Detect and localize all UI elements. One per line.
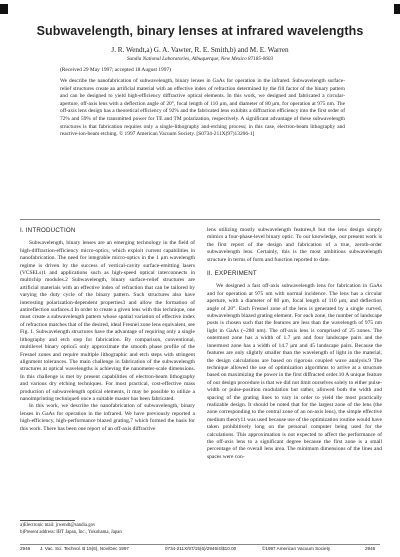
page-number-right: 2946: [365, 546, 376, 551]
section-divider: [20, 219, 380, 220]
section-heading-experiment: II. EXPERIMENT: [207, 270, 257, 278]
footnote-address: b)Present address: IBT Japan, Inc., Yokohama, Japan: [20, 530, 122, 535]
section-heading-introduction: I. INTRODUCTION: [20, 227, 76, 234]
page-top-bar: [0, 4, 400, 14]
received-date: (Received 29 May 1997; accepted 18 August 1997): [60, 67, 171, 73]
paragraph: We designed a fast off-axis subwavelength lens for fabrication in GaAs and for operation at 975 nm with normal incidence. The lens has a circular aperture, with a diameter of 80 μm, focal length of 110 μm, and deflection angle of 20°. Each Fresnel zone of the lens is generated by a single curved, subwavelength blazed grating element. For each zone, the number of landscape posts is chosen such that the features are less than the wavelength of 975 nm light in GaAs (~280 nm). The off-axis lens is comprised of 25 zones. The outermost zone has a width of 1.7 μm and four landscape pairs and the innermost zone has a width of 14.7 μm and 45 landscape pairs. Because the features are only slightly smaller than the wavelength of light in the material, the design calculations are based on rigorous coupled wave analysis.9 The technique allowed the use of optimization algorithms to arrive at a structure based on maximizing the power in the first diffracted order.10 A unique feature of our design procedure is that we did not limit ourselves solely to either pulse-width or pulse-position modulation but rather, allowed both the width and spacing of the grating lines to vary in order to yield the most practically realizable design. It should be noted that for the largest zone of the lens (the zone corresponding to the central zone of an on-axis lens), the simple effective medium theory11 was used because use of the optimization routine would have taken prohibitively long on the personal computer being used for the calculations. This approximation is not expected to affect the performance of the off-axis lens to a significant degree because the first zone is a small percentage of the overall lens area. The minimum dimensions of the lines and spaces were con-: [207, 283, 382, 460]
paragraph: In this work, we describe the nanofabrication of subwavelength, binary lenses in GaAs for operation in the infrared. We have previously reported a high-efficiency, high-performance blazed grating,7 which formed the basis for this work. There has been one report of an off-axis diffractive: [20, 403, 195, 432]
footnote-email: a)Electronic mail: jrwendt@sandia.gov: [20, 523, 96, 528]
page-number-left: 2946: [20, 546, 31, 551]
left-column: [20, 227, 195, 433]
journal-citation: J. Vac. Sci. Technol. B 15(6), Nov/Dec 1997: [40, 546, 129, 551]
corner-mark-right: [394, 4, 400, 14]
footnote-divider: [20, 520, 75, 521]
right-column: [207, 227, 382, 461]
page-footer: [0, 546, 400, 555]
footer-divider: [20, 544, 380, 545]
copyright-notice: ©1997 American Vacuum Society: [262, 546, 331, 551]
author-list: J. R. Wendt,a) G. A. Vawter, R. E. Smith,b) and M. E. Warren: [111, 46, 289, 54]
paragraph: Subwavelength, binary lenses are an emerging technology in the field of high-diffraction-efficiency micro-optics, which exploit current capabilities in nanofabrication. The need for integrable micro-optics in the 1 μm wavelength regime is driven by the success of vertical-cavity surface-emitting lasers (VCSELs)1 and applications such as high-speed optical interconnects in multichip modules.2 Subwavelength, binary surface-relief structures are artificial materials with an effective index of refraction that can be tailored by varying the duty cycle of the binary pattern. Such structures also have interesting polarization-dependent properties3 and allow the formation of antireflection surfaces.4 In order to create a given lens with this technique, one must create a subwavelength pattern whose spatial variation of effective index of refraction matches that of the desired, ideal Fresnel zone lens equivalent, see Fig. 1. Subwavelength structures have the advantage of requiring only a single lithography and etch step for fabrication. By comparison, conventional, multilevel binary optics5 only approximate the smooth phase profile of the Fresnel zones and require multiple lithographic and etch steps with stringent alignment tolerances. The main challenge in fabrication of the subwavelength structures at optical wavelengths is achieving the nanometer-scale dimensions. In this challenge is met by present capabilities of electron-beam lithography and various dry etching techniques. For most practical, cost-effective mass production of subwavelength optical elements, it may be possible to utilize a nanoimprinting technique6 once a suitable master has been fabricated.: [20, 240, 195, 402]
corner-mark-left: [0, 4, 8, 14]
affiliation: Sandia National Laboratories, Albuquerque, New Mexico 87185-0603: [126, 56, 274, 62]
abstract: We describe the nanofabrication of subwavelength, binary lenses in GaAs for operation in the infrared. Subwavelength surface-relief structures create an artificial material with an effective index of refraction determined by the fill factor of the binary pattern and can be designed to yield high-efficiency diffractive optical elements. In this work, we designed and fabricated a circular-aperture, off-axis lens with a deflection angle of 20°, focal length of 110 μm, and diameter of 80 μm, for operation at 975 nm. The off-axis lens design has a theoretical efficiency of 92% and the fabricated lens exhibits a diffraction efficiency into the first order of 72% and 59% of the transmitted power for TE and TM polarization, respectively. A significant advantage of these subwavelength structures is that fabrication requires only a single-lithography and-etching process; in this case, electron-beam lithography and reactive-ion-beam etching. © 1997 American Vacuum Society. [S0734-211X(97)13206-1]: [60, 78, 345, 138]
article-code: 0734-211X/97/15(6)/2946/4/$10.00: [165, 546, 237, 551]
paper-title: Subwavelength, binary lenses at infrared wavelengths: [36, 24, 364, 38]
paragraph: lens utilizing mostly subwavelength features,8 but the lens design simply mimics a four-phase-level binary optic. To our knowledge, our present work is the first report of the design and fabrication of a true, zeroth-order subwavelength lens. Certainly, this is the most ambitious subwavelength structure in terms of form and function reported to date.: [207, 227, 382, 263]
